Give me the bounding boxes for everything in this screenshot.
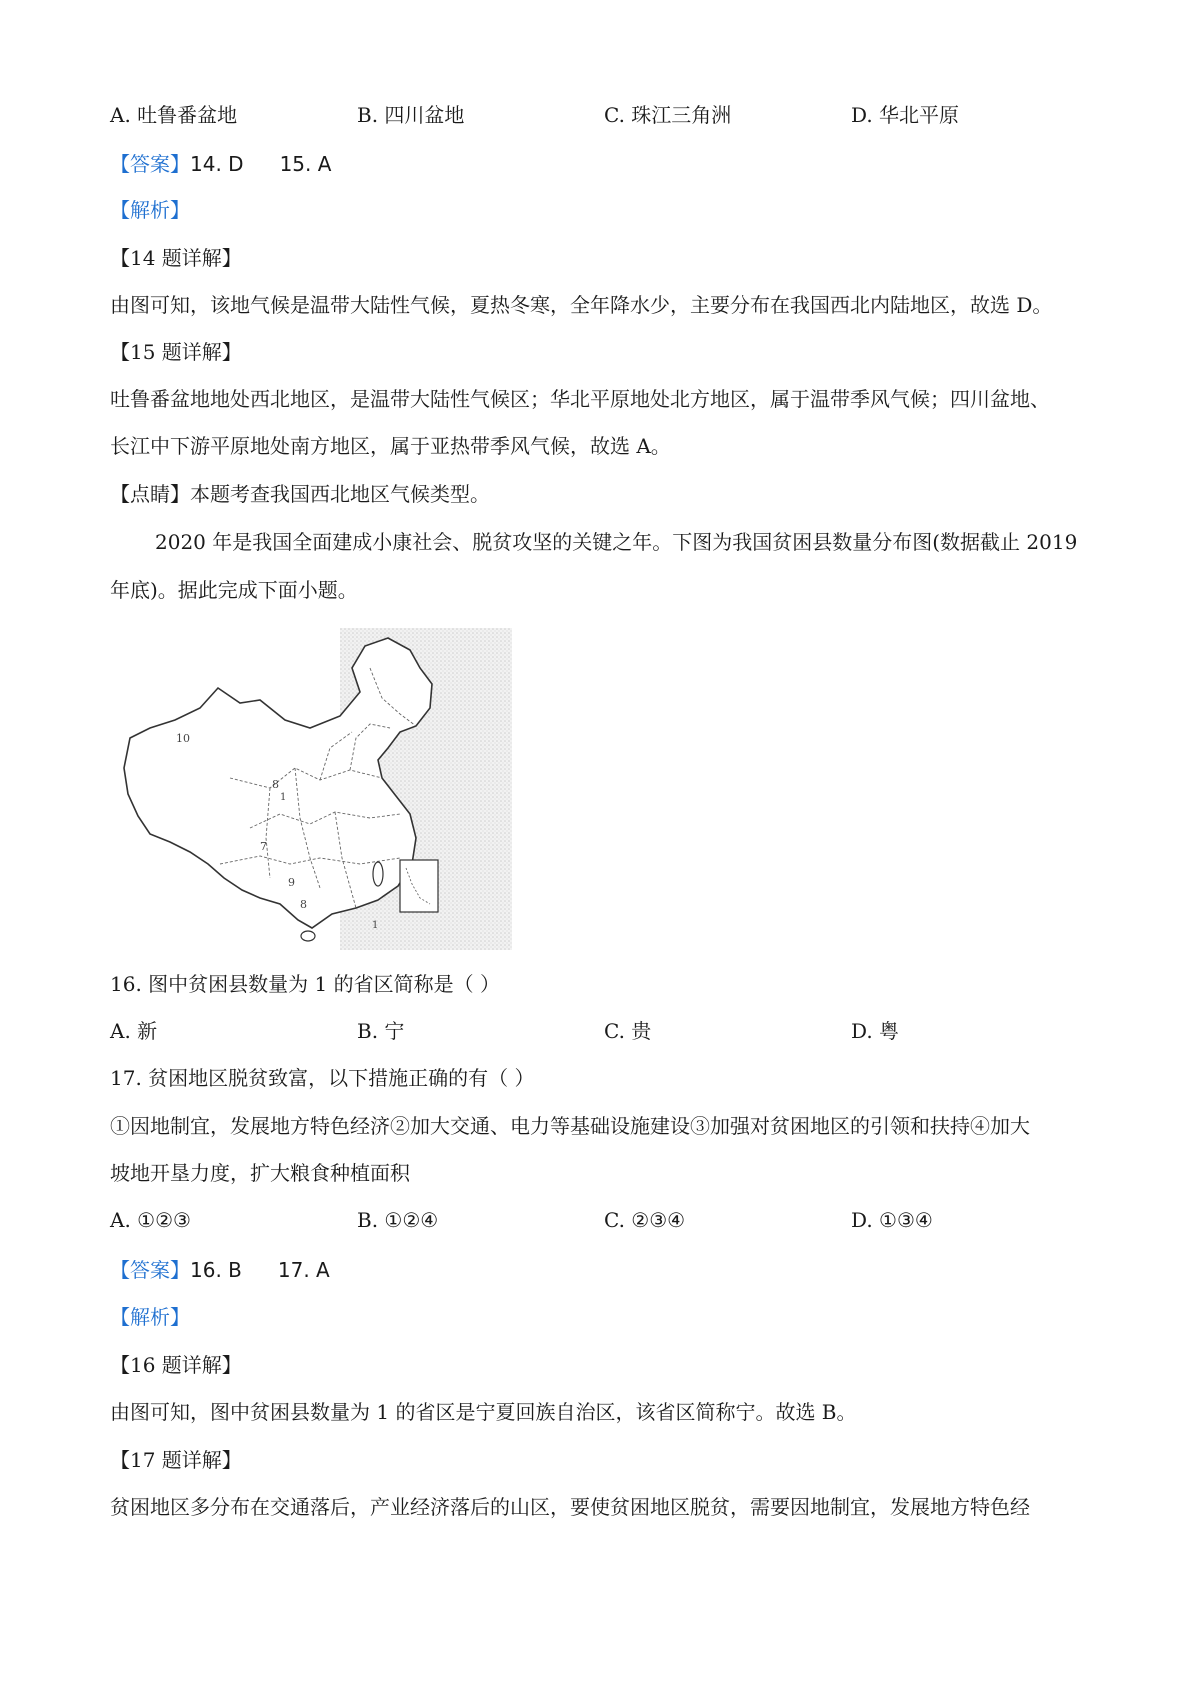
hainan-island bbox=[301, 931, 315, 941]
answer-tag: 【答案】 bbox=[110, 152, 190, 176]
map-label: 8 bbox=[300, 898, 307, 911]
q16-option-d: D. 粤 bbox=[851, 1019, 900, 1043]
answer-line bbox=[110, 150, 331, 178]
intro-line1: 2020 年是我国全面建成小康社会、脱贫攻坚的关键之年。下图为我国贫困县数量分布图(数据截止 2019 bbox=[155, 530, 1078, 554]
q15-explanation-line1: 吐鲁番盆地地处西北地区，是温带大陆性气候区；华北平原地处北方地区，属于温带季风气候；四川盆地、 bbox=[110, 387, 1050, 411]
poverty-county-map bbox=[120, 628, 512, 950]
q16-option-a: A. 新 bbox=[110, 1019, 158, 1043]
q17-heading: 【17 题详解】 bbox=[110, 1448, 242, 1472]
q14-heading: 【14 题详解】 bbox=[110, 246, 242, 270]
map-label: 1 bbox=[280, 792, 287, 803]
taiwan-island bbox=[373, 862, 383, 886]
q16-stem: 16. 图中贫困县数量为 1 的省区简称是（ ） bbox=[110, 972, 500, 996]
option-a: A. 吐鲁番盆地 bbox=[110, 103, 238, 127]
option-c: C. 珠江三角洲 bbox=[604, 103, 732, 127]
analysis-tag: 【解析】 bbox=[110, 198, 190, 222]
q17-option-c: C. ②③④ bbox=[604, 1208, 686, 1232]
q15-heading: 【15 题详解】 bbox=[110, 340, 242, 364]
intro-line2: 年底)。据此完成下面小题。 bbox=[110, 578, 358, 602]
q17-explanation: 贫困地区多分布在交通落后，产业经济落后的山区，要使贫困地区脱贫，需要因地制宜，发展地方特色经 bbox=[110, 1495, 1030, 1519]
map-label: 8 bbox=[272, 778, 279, 791]
q17-body-line1: ①因地制宜，发展地方特色经济②加大交通、电力等基础设施建设③加强对贫困地区的引领和扶持④加大 bbox=[110, 1114, 1030, 1138]
q14-explanation: 由图可知，该地气候是温带大陆性气候，夏热冬寒，全年降水少，主要分布在我国西北内陆地区，故选 D。 bbox=[110, 293, 1053, 317]
analysis-tag-2: 【解析】 bbox=[110, 1305, 190, 1329]
q17-option-a: A. ①②③ bbox=[110, 1208, 191, 1232]
q17-option-d: D. ①③④ bbox=[851, 1208, 933, 1232]
q16-heading: 【16 题详解】 bbox=[110, 1353, 242, 1377]
map-label: 9 bbox=[288, 876, 295, 889]
option-b: B. 四川盆地 bbox=[357, 103, 465, 127]
answer-tag: 【答案】 bbox=[110, 1258, 190, 1282]
q16-option-b: B. 宁 bbox=[357, 1019, 405, 1043]
q17-option-b: B. ①②④ bbox=[357, 1208, 439, 1232]
q17-body-line2: 坡地开垦力度，扩大粮食种植面积 bbox=[110, 1161, 410, 1185]
answer-value: 15. A bbox=[279, 152, 332, 176]
q16-explanation: 由图可知，图中贫困县数量为 1 的省区是宁夏回族自治区，该省区简称宁。故选 B。 bbox=[110, 1400, 857, 1424]
map-label: 7 bbox=[260, 840, 267, 853]
map-label: 1 bbox=[372, 920, 379, 931]
q17-stem: 17. 贫困地区脱贫致富，以下措施正确的有（ ） bbox=[110, 1066, 535, 1090]
option-d: D. 华北平原 bbox=[851, 103, 960, 127]
answer-value: 16. B bbox=[190, 1258, 242, 1282]
answer-line-2 bbox=[110, 1256, 330, 1284]
q16-option-c: C. 贵 bbox=[604, 1019, 652, 1043]
answer-value: 14. D bbox=[190, 152, 244, 176]
china-map-figure bbox=[120, 628, 512, 950]
comment-note: 【点睛】本题考查我国西北地区气候类型。 bbox=[110, 482, 490, 506]
answer-value: 17. A bbox=[277, 1258, 330, 1282]
q15-explanation-line2: 长江中下游平原地处南方地区，属于亚热带季风气候，故选 A。 bbox=[110, 434, 671, 458]
map-label: 10 bbox=[176, 732, 190, 745]
south-sea-inset bbox=[400, 860, 438, 912]
